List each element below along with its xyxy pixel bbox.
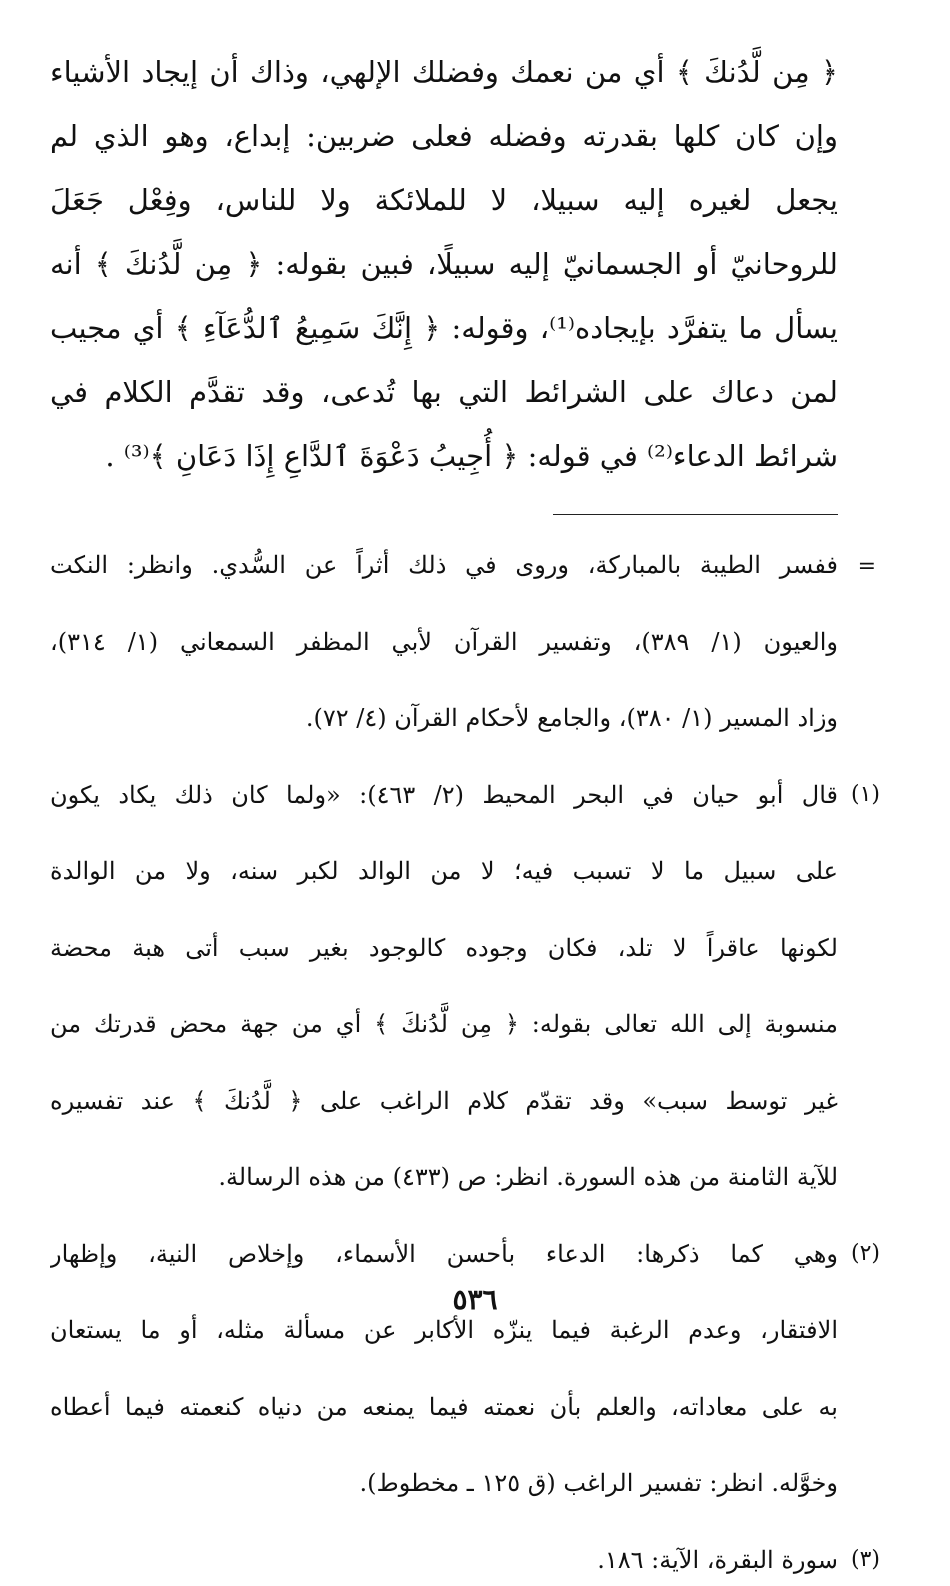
footnote-line: منسوبة إلى الله تعالى بقوله: ﴿ مِن لَّدُنكَ ﴾ أي من جهة محض قدرتك من: [50, 998, 838, 1051]
footnote-3: [50, 1534, 838, 1586]
footnote-line: غير توسط سبب» وقد تقدّم كلام الراغب على ﴿ لَّدُنكَ ﴾ عند تفسيره: [50, 1075, 838, 1128]
footnote-line: ففسر الطيبة بالمباركة، وروى في ذلك أثراً عن السُّدي. وانظر: النكت: [50, 539, 838, 592]
main-text-line: وإن كان كلها بقدرته وفضله فعلى ضربين: إبداع، وهو الذي لم: [50, 104, 838, 168]
footnote-marker: (٣): [851, 1534, 880, 1586]
main-text-line: للروحانيّ أو الجسمانيّ إليه سبيلًا، فبين بقوله: ﴿ مِن لَّدُنكَ ﴾ أنه: [50, 232, 838, 296]
footnote-line: وهي كما ذكرها: الدعاء بأحسن الأسماء، وإخلاص النية، وإظهار: [50, 1228, 838, 1281]
footnote-line: به على معاداته، والعلم بأن نعمته فيما يمنعه من دنياه كنعمته فيما أعطاه: [50, 1381, 838, 1434]
footnote-marker: (٢): [851, 1228, 880, 1281]
footnote-line: على سبيل ما لا تسبب فيه؛ لا من الوالد لكبر سنه، ولا من الوالدة: [50, 845, 838, 898]
page-number: ٥٣٦: [0, 1283, 950, 1316]
main-text-line: ﴿ مِن لَّدُنكَ ﴾ أي من نعمك وفضلك الإلهي، وذاك أن إيجاد الأشياء: [50, 40, 838, 104]
footnote-line: لكونها عاقراً لا تلد، فكان وجوده كالوجود بغير سبب أتى هبة محضة: [50, 922, 838, 975]
main-text-line: يجعل لغيره إليه سبيلا، لا للملائكة ولا للناس، وفِعْل جَعَلَ: [50, 168, 838, 232]
main-text: [50, 40, 838, 488]
footnote-line: سورة البقرة، الآية: ١٨٦.: [50, 1534, 838, 1586]
main-text-line: شرائط الدعاء⁽²⁾ في قوله: ﴿ أُجِيبُ دَعْوَةَ ٱلدَّاعِ إِذَا دَعَانِ ﴾⁽³⁾ .: [50, 424, 838, 488]
footnote-line: الافتقار، وعدم الرغبة فيما ينزّه الأكابر عن مسألة مثله، أو ما يستعان: [50, 1304, 838, 1357]
footnote-marker: (١): [851, 769, 880, 822]
footnote-divider: [553, 514, 838, 515]
footnote-line: للآية الثامنة من هذه السورة. انظر: ص (٤٣٣) من هذه الرسالة.: [50, 1151, 838, 1204]
footnote-continuation: [50, 539, 838, 745]
main-text-line: لمن دعاك على الشرائط التي بها تُدعى، وقد تقدَّم الكلام في: [50, 360, 838, 424]
footnote-line: وخوَّله. انظر: تفسير الراغب (ق ١٢٥ ـ مخطوط).: [50, 1457, 838, 1510]
footnotes: [50, 539, 838, 1586]
footnote-1: [50, 769, 838, 1204]
main-text-line: يسأل ما يتفرَّد بإيجاده⁽¹⁾، وقوله: ﴿ إِنَّكَ سَمِيعُ ٱلدُّعَآءِ ﴾ أي مجيب: [50, 296, 838, 360]
footnote-line: والعيون (١/ ٣٨٩)، وتفسير القرآن لأبي المظفر السمعاني (١/ ٣١٤)،: [50, 616, 838, 669]
footnote-line: وزاد المسير (١/ ٣٨٠)، والجامع لأحكام القرآن (٤/ ٧٢).: [50, 692, 838, 745]
footnote-line: قال أبو حيان في البحر المحيط (٢/ ٤٦٣): «ولما كان ذلك يكاد يكون: [50, 769, 838, 822]
continuation-marker: =: [858, 541, 876, 594]
